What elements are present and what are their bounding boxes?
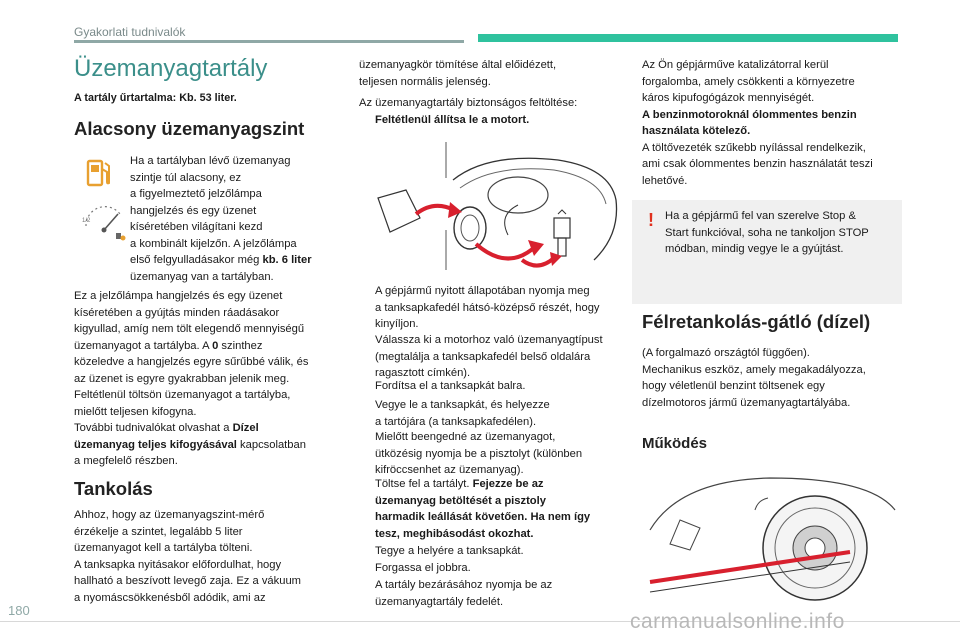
list-item: Töltse fel a tartályt. Fejezze be az üzemanyag betöltését a pisztoly harmadik leállását követően. Ha nem így tesz, meghibásodást okozhat. [375, 478, 591, 540]
svg-text:1/2: 1/2 [82, 218, 91, 224]
list-item: A gépjármű nyitott állapotában nyomja meg a tanksapkafedél hátsó-középső részét, hogy kinyíljon. [375, 285, 600, 330]
fuel-gauge-icon [80, 200, 128, 244]
safety-note: Az üzemanyagtartály biztonságos feltöltése: Feltétlenül állítsa le a motort. [359, 97, 578, 126]
refuel-heading: Tankolás [74, 478, 153, 499]
list-item: Fordítsa el a tanksapkát balra. [375, 380, 526, 392]
fuel-filler-illustration [358, 140, 623, 275]
mid-continuation: üzemanyagkör tömítése által előidézett, teljesen normális jelenség. [359, 59, 557, 88]
misfuel-device-illustration [640, 470, 902, 610]
list-item: Forgassa el jobbra. [375, 562, 471, 574]
list-item: Tegye a helyére a tanksapkát. [375, 545, 524, 557]
tank-capacity: A tartály űrtartalma: Kb. 53 liter. [74, 92, 237, 104]
low-fuel-paragraph: Ez a jelzőlámpa hangjelzés és egy üzenet kíséretében a gyújtás minden ráadásakor kigyullad, amíg nem tölt elegendő mennyiségű üzemanyagot a tartályba. A 0 szinthez közeledve a hangjelzés egyre sűrűbbé válik, és az üzenet is egyre gyakrabban jelenik meg. Feltétlenül töltsön üzemanyagot a tartályba, mielőtt teljesen kifogyna. További tudnivalókat olvashat a Dízel üzemanyag teljes kifogyásával kapcsolatban a megfelelő részben. [74, 290, 309, 467]
section-header: Gyakorlati tudnivalók [74, 25, 186, 39]
list-item: Mielőtt beengedné az üzemanyagot, ütközésig nyomja be a pisztolyt (különben kifröccsenhet az üzemanyag). [375, 431, 583, 476]
misfuel-heading: Félretankolás-gátló (dízel) [642, 311, 871, 332]
low-fuel-heading: Alacsony üzemanyagszint [74, 118, 305, 139]
misfuel-paragraph: (A forgalmazó országtól függően). Mechanikus eszköz, amely megakadályozza, hogy véletlenül benzint töltsenek egy dízelmotoros jármű üzemanyagtartályába. [642, 347, 866, 409]
fuel-pump-icon [86, 158, 112, 188]
refuel-paragraph: Ahhoz, hogy az üzemanyagszint-mérő érzékelje a szintet, legalább 5 liter üzemanyagot kell a tartályba tölteni. A tanksapka nyitásakor előfordulhat, hogy hallható a beszívott levegő zaja. Ez a vákuum a nyomáscsökkenésből adódik, ami az [74, 509, 301, 604]
watermark: carmanualsonline.info [630, 610, 845, 633]
warning-text: Ha a gépjármű fel van szerelve Stop & Start funkcióval, soha ne tankoljon STOP módban, mindig vegye le a gyújtást. [665, 210, 869, 255]
warning-icon: ! [648, 210, 654, 230]
list-item: Válassza ki a motorhoz való üzemanyagtípust (megtalálja a tanksapkafedél belső oldalára ragasztott címkén). [375, 334, 603, 379]
list-item: Vegye le a tanksapkát, és helyezze a tartójára (a tanksapkafedélen). [375, 399, 550, 428]
page-number: 180 [8, 603, 30, 618]
header-divider-left [74, 40, 464, 43]
low-fuel-intro: Ha a tartályban lévő üzemanyag szintje túl alacsony, ez a figyelmeztető jelzőlámpa hangjelzés és egy üzenet kíséretében világítani kezd a kombinált kijelzőn. A jelzőlámpa első felgyulladásakor még kb. 6 liter üzemanyag van a tartályban. [130, 155, 312, 283]
page-title: Üzemanyagtartály [74, 55, 268, 82]
catalyst-paragraph: Az Ön gépjárműve katalizátorral kerül forgalomba, amely csökkenti a környezetre káros kipufogógázok mennyiségét. A benzinmotoroknál ólommentes benzin használata kötelező. A töltővezeték szűkebb nyílással rendelkezik, ami csak ólommentes benzin használatát teszi lehetővé. [642, 59, 873, 187]
list-item: A tartály bezárásához nyomja be az üzemanyagtartály fedelét. [375, 579, 553, 608]
header-bar-right [478, 34, 898, 42]
operation-heading: Működés [642, 435, 708, 452]
